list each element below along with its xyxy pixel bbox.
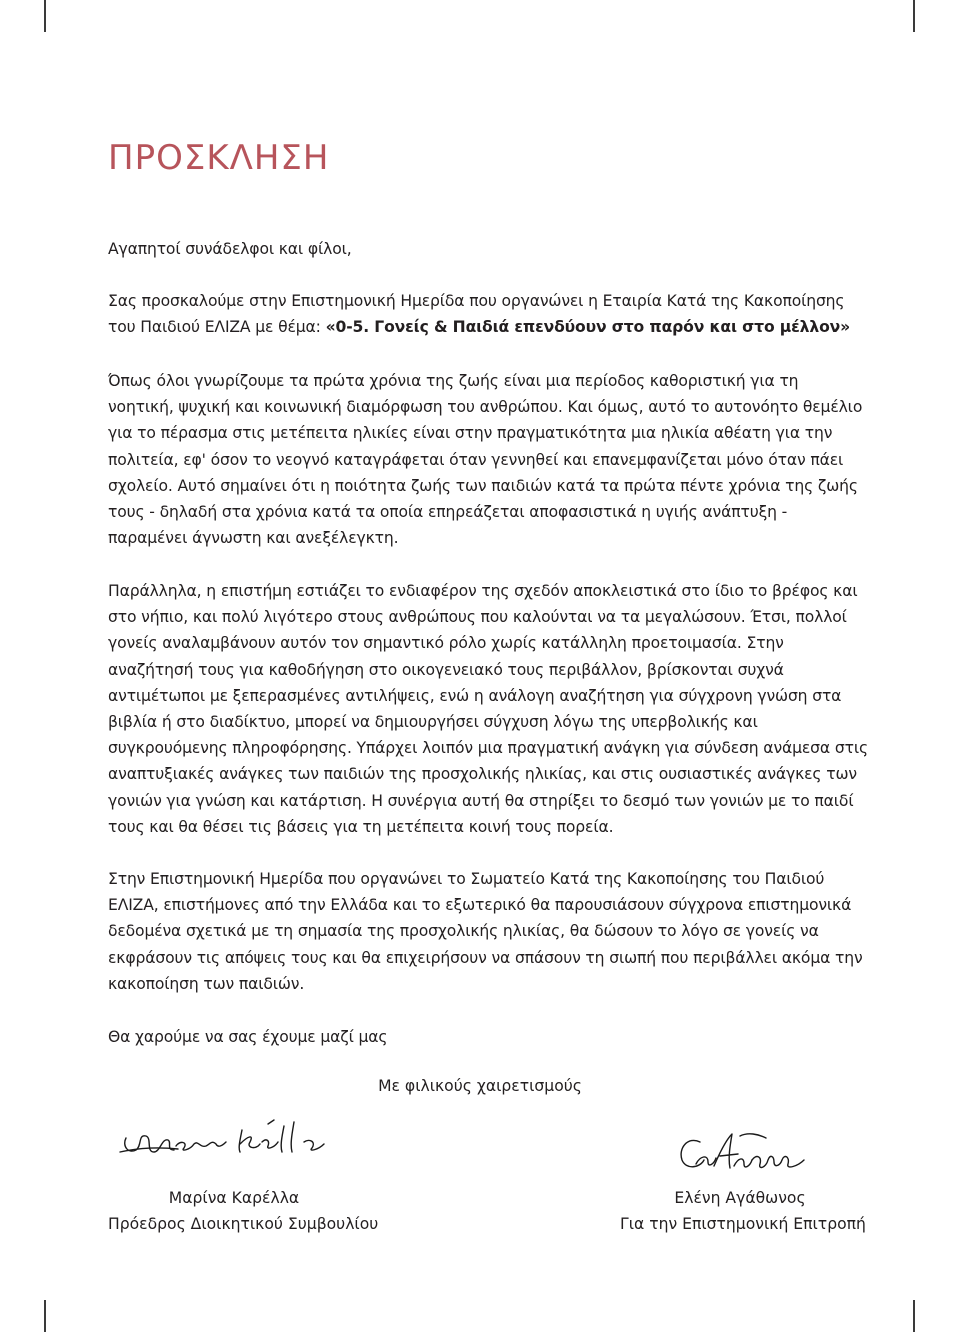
signatory-role: Πρόεδρος Διοικητικού Συμβουλίου	[108, 1215, 379, 1233]
signature-right	[674, 1126, 814, 1182]
intro-paragraph	[108, 288, 868, 340]
signatory-role: Για την Επιστημονική Επιτροπή	[620, 1215, 866, 1233]
crop-mark-bottom-right	[913, 1300, 915, 1332]
crop-mark-top-right	[913, 0, 915, 32]
signatory-name: Μαρίνα Καρέλλα	[168, 1189, 300, 1207]
paragraph-1: Όπως όλοι γνωρίζουμε τα πρώτα χρόνια της ζωής είναι μια περίοδος καθοριστική για τη νοητική, ψυχική και κοινωνική διαμόρφωση του ανθρώπου. Και όμως, αυτό το αυτονόητο θεμέλιο για το πέρασμα στις μετέπειτα ηλικίες είναι στην πραγματικότητα μια ηλικία αθέατη για την πολιτεία, εφ' όσον το νεογνό καταγράφεται όταν γεννηθεί και επανεμφανίζεται μόνο όταν πάει σχολείο. Αυτό σημαίνει ότι η ποιότητα ζωής των παιδιών κατά τα πρώτα πέντε χρόνια της ζωής τους - δηλαδή στα χρόνια κατά τα οποία επηρεάζεται αποφασιστικά η υγιής ανάπτυξη - παραμένει άγνωστη και ανεξέλεγκτη.	[108, 372, 863, 548]
crop-mark-bottom-left	[44, 1300, 46, 1332]
greeting: Αγαπητοί συνάδελφοι και φίλοι,	[108, 240, 352, 258]
signatory-name: Ελένη Αγάθωνος	[674, 1189, 806, 1207]
signature-left	[118, 1116, 338, 1166]
event-theme: «0-5. Γονείς & Παιδιά επενδύουν στο παρόν και στο μέλλον»	[325, 318, 851, 337]
signatory-right	[620, 1185, 866, 1237]
signatory-left	[108, 1185, 379, 1237]
page-title: ΠΡΟΣΚΛΗΣΗ	[108, 138, 330, 178]
regards-line: Με φιλικούς χαιρετισμούς	[378, 1077, 582, 1095]
paragraph-3: Στην Επιστημονική Ημερίδα που οργανώνει το Σωματείο Κατά της Κακοποίησης του Παιδιού ΕΛΙΖΑ, επιστήμονες από την Ελλάδα και το εξωτερικό θα παρουσιάσουν σύγχρονα επιστημονικά δεδομένα σχετικά με τη σημασία της προσχολικής ηλικίας, θα δώσουν το λόγο σε γονείς να εκφράσουν τις απόψεις τους και θα επιχειρήσουν να σπάσουν τη σιωπή που περιβάλλει ακόμα την κακοποίηση των παιδιών.	[108, 870, 863, 993]
paragraph-2: Παράλληλα, η επιστήμη εστιάζει το ενδιαφέρον της σχεδόν αποκλειστικά στο ίδιο το βρέφος και στο νήπιο, και πολύ λιγότερο στους ανθρώπους που καλούνται να τα μεγαλώσουν. Έτσι, πολλοί γονείς αναλαμβάνουν αυτόν τον σημαντικό ρόλο χωρίς κατάλληλη προετοιμασία. Στην αναζήτησή τους για καθοδήγηση στο οικογενειακό τους περιβάλλον, βρίσκονται συχνά αντιμέτωποι με ξεπερασμένες αντιλήψεις, ενώ η ανάλογη αναζήτηση για σύγχρονη γνώση στα βιβλία ή στο διαδίκτυο, μπορεί να δημιουργήσει σύγχυση λόγω της υπερβολικής και συγκρουόμενης πληροφόρησης. Υπάρχει λοιπόν μια πραγματική ανάγκη για σύνδεση ανάμεσα στις αναπτυξιακές ανάγκες των παιδιών της προσχολικής ηλικίας, και στις ουσιαστικές ανάγκες των γονιών για γνώση και κατάρτιση. Η συνέργια αυτή θα στηρίξει το δεσμό των γονιών με το παιδί τους και θα θέσει τις βάσεις για τη μετέπειτα κοινή τους πορεία.	[108, 582, 868, 836]
closing-line: Θα χαρούμε να σας έχουμε μαζί μας	[108, 1028, 388, 1046]
intro-text: Σας προσκαλούμε στην Επιστημονική Ημερίδα που οργανώνει η Εταιρία Κατά της Κακοποίησης του Παιδιού ΕΛΙΖΑ με θέμα:	[108, 292, 845, 337]
crop-mark-top-left	[44, 0, 46, 32]
